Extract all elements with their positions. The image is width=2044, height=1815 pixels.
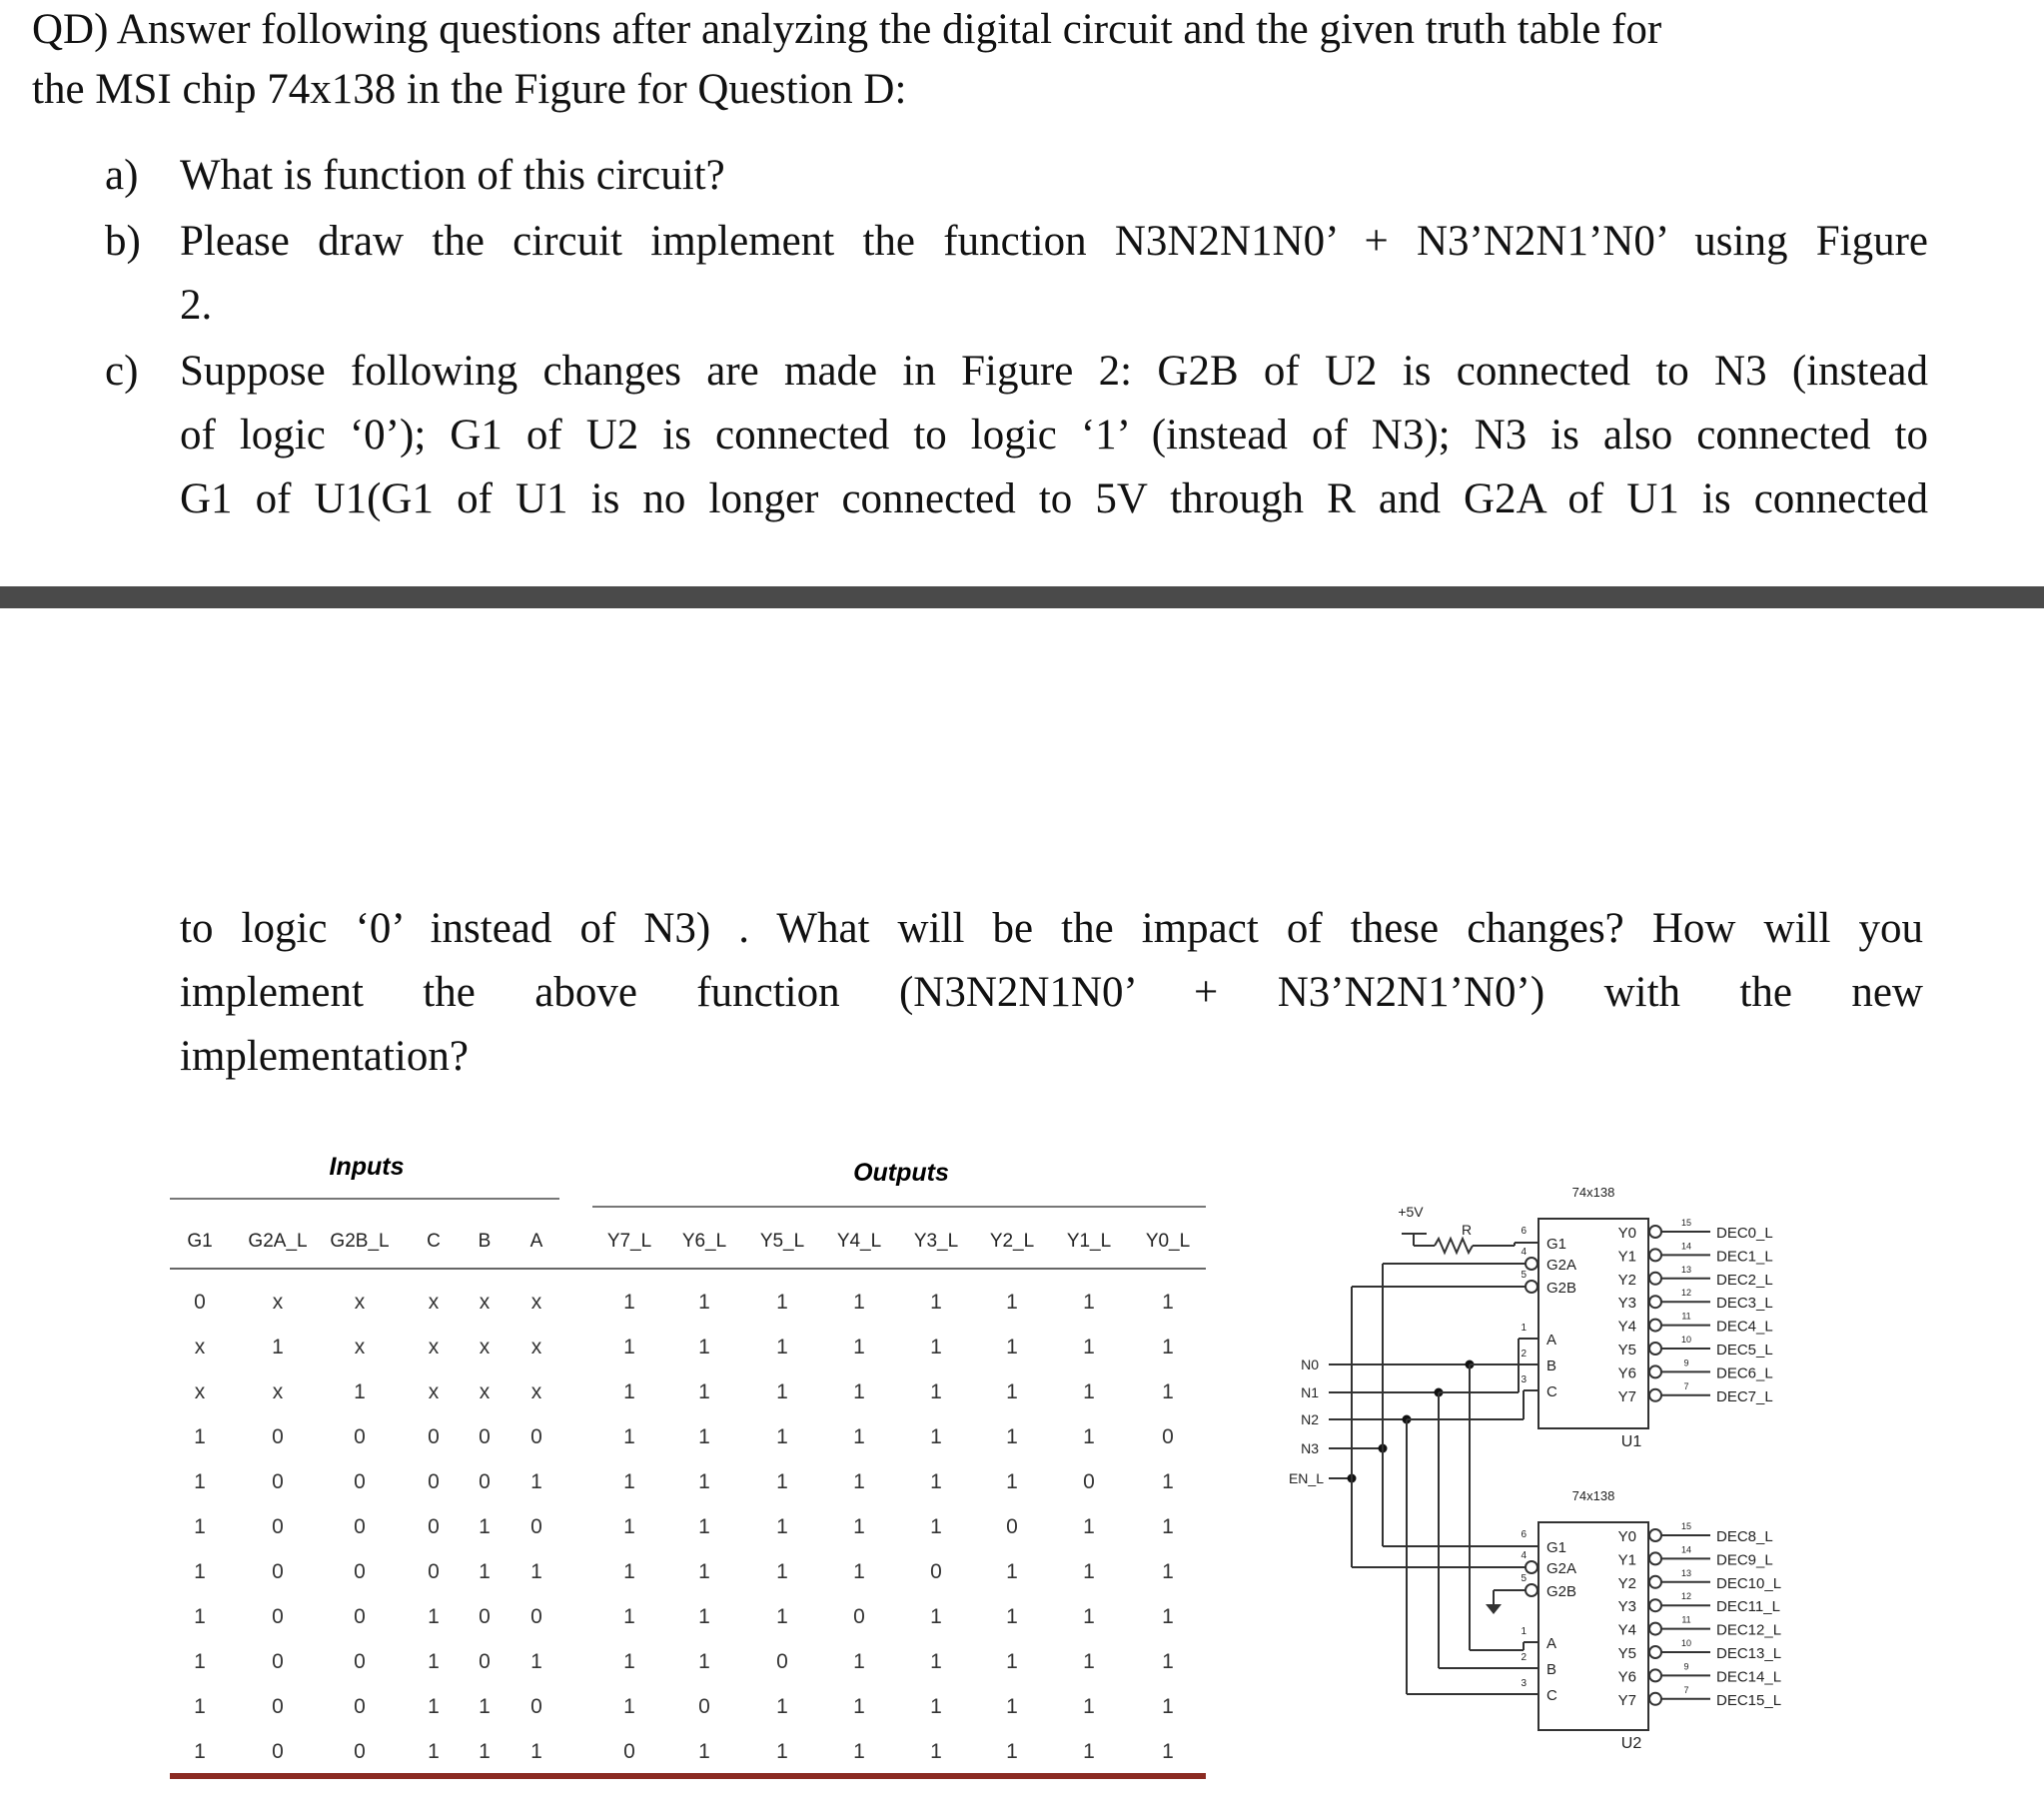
pin-number: 5 (1521, 1573, 1527, 1584)
pin-number: 10 (1680, 1335, 1692, 1345)
table-cell: x (530, 1291, 542, 1314)
inversion-bubble (1649, 1249, 1661, 1261)
table-cell: 0 (272, 1425, 284, 1448)
pin-number: 13 (1680, 1264, 1692, 1275)
inversion-bubble (1649, 1693, 1661, 1705)
pin-number: 11 (1681, 1614, 1691, 1625)
select-pin-label: B (1546, 1358, 1557, 1374)
table-cell: 1 (930, 1470, 942, 1493)
table-cell: 1 (698, 1470, 710, 1493)
table-cell: 0 (354, 1470, 366, 1493)
table-cell: 1 (698, 1740, 710, 1763)
table-cell: 1 (1162, 1740, 1174, 1763)
pin-number: 14 (1680, 1544, 1692, 1555)
pin-number: 2 (1521, 1349, 1527, 1360)
table-cell: 1 (930, 1291, 942, 1314)
inversion-bubble (1526, 1281, 1537, 1293)
pin-number: 2 (1521, 1652, 1527, 1663)
enable-pin-label: G1 (1546, 1539, 1567, 1556)
inversion-bubble (1526, 1258, 1537, 1270)
continuation-line: to logic ‘0’ instead of N3) . What will be the impact of these changes? How will you (180, 905, 1923, 952)
output-signal-label: DEC15_L (1716, 1691, 1782, 1709)
part-c-line: of logic ‘0’); G1 of U2 is connected to logic ‘1’ (instead of N3); N3 is also connected to (180, 412, 1928, 458)
part-a-line: What is function of this circuit? (180, 152, 725, 199)
table-cell: 1 (1006, 1425, 1018, 1448)
table-cell: 1 (530, 1470, 542, 1493)
table-cell: 1 (479, 1560, 491, 1583)
inversion-bubble (1649, 1273, 1661, 1285)
inversion-bubble (1649, 1599, 1661, 1611)
table-cell: 0 (272, 1470, 284, 1493)
table-cell: x (428, 1380, 440, 1403)
column-header: Y3_L (913, 1231, 959, 1252)
table-cell: 0 (272, 1695, 284, 1718)
pin-number: 6 (1521, 1226, 1527, 1237)
table-cell: 0 (479, 1470, 491, 1493)
inversion-bubble (1526, 1561, 1537, 1573)
table-cell: 0 (698, 1695, 710, 1718)
table-cell: 1 (623, 1380, 635, 1403)
table-cell: 1 (479, 1740, 491, 1763)
table-cell: 0 (1006, 1515, 1018, 1538)
table-cell: 0 (623, 1740, 635, 1763)
pin-number: 9 (1683, 1358, 1689, 1368)
table-cell: 1 (776, 1695, 788, 1718)
table-cell: 1 (428, 1650, 440, 1673)
table-cell: 1 (623, 1695, 635, 1718)
table-cell: 1 (1162, 1695, 1174, 1718)
table-cell: x (272, 1380, 284, 1403)
output-pin-label: Y7 (1617, 1387, 1636, 1405)
pin-number: 15 (1680, 1218, 1692, 1228)
table-cell: x (428, 1336, 440, 1359)
table-cell: 0 (428, 1425, 440, 1448)
table-cell: 1 (428, 1605, 440, 1628)
pin-number: 11 (1681, 1311, 1691, 1322)
table-cell: 1 (776, 1291, 788, 1314)
table-cell: 0 (479, 1650, 491, 1673)
column-header: B (478, 1231, 492, 1252)
pin-number: 3 (1521, 1678, 1527, 1689)
table-cell: 1 (623, 1291, 635, 1314)
inputs-title: Inputs (329, 1153, 405, 1181)
table-cell: 1 (853, 1291, 865, 1314)
table-cell: 1 (853, 1740, 865, 1763)
table-cell: 1 (853, 1380, 865, 1403)
table-cell: 1 (930, 1740, 942, 1763)
table-cell: 1 (1162, 1336, 1174, 1359)
table-cell: 1 (623, 1425, 635, 1448)
table-cell: 1 (853, 1560, 865, 1583)
table-cell: 0 (354, 1650, 366, 1673)
table-cell: 1 (194, 1470, 206, 1493)
output-signal-label: DEC9_L (1716, 1551, 1773, 1569)
part-c-line: G1 of U1(G1 of U1 is no longer connected to 5V through R and G2A of U1 is connected (180, 475, 1928, 522)
table-cell: 1 (1006, 1560, 1018, 1583)
pin-number: 12 (1680, 1288, 1692, 1299)
table-cell: 1 (1006, 1740, 1018, 1763)
resistor (1435, 1239, 1473, 1253)
pin-number: 4 (1521, 1247, 1527, 1258)
continuation-line: implement the above function (N3N2N1N0’ + N3’N2N1’N0’) with the new (180, 969, 1923, 1016)
table-cell: 1 (698, 1425, 710, 1448)
chip-type-label: 74x138 (1571, 1185, 1615, 1200)
table-cell: 1 (428, 1695, 440, 1718)
output-signal-label: DEC6_L (1716, 1364, 1773, 1382)
inversion-bubble (1649, 1389, 1661, 1401)
table-cell: 0 (530, 1425, 542, 1448)
table-cell: 1 (698, 1380, 710, 1403)
table-cell: 1 (623, 1650, 635, 1673)
output-pin-label: Y5 (1617, 1645, 1636, 1662)
column-header: Y1_L (1066, 1231, 1112, 1252)
enable-pin-label: G1 (1546, 1236, 1567, 1253)
table-cell: 0 (530, 1695, 542, 1718)
enable-pin-label: G2B (1546, 1280, 1577, 1297)
inversion-bubble (1649, 1343, 1661, 1355)
column-header: Y0_L (1145, 1231, 1191, 1252)
pin-number: 13 (1680, 1567, 1692, 1578)
pin-number: 12 (1680, 1591, 1692, 1602)
inversion-bubble (1649, 1320, 1661, 1332)
table-cell: 1 (1083, 1650, 1095, 1673)
table-cell: 0 (479, 1425, 491, 1448)
table-cell: 1 (194, 1605, 206, 1628)
table-cell: 1 (1083, 1515, 1095, 1538)
table-cell: 1 (1162, 1291, 1174, 1314)
table-cell: 0 (272, 1650, 284, 1673)
input-signal-label: N0 (1301, 1357, 1319, 1372)
output-signal-label: DEC1_L (1716, 1248, 1773, 1266)
output-pin-label: Y5 (1617, 1342, 1636, 1359)
table-cell: 1 (428, 1740, 440, 1763)
table-cell: 1 (698, 1291, 710, 1314)
table-cell: 0 (1083, 1470, 1095, 1493)
table-cell: 0 (354, 1695, 366, 1718)
table-cell: 1 (194, 1650, 206, 1673)
output-signal-label: DEC0_L (1716, 1225, 1773, 1242)
part-b-line: 2. (180, 282, 213, 329)
table-cell: 1 (853, 1515, 865, 1538)
table-cell: 1 (776, 1470, 788, 1493)
output-signal-label: DEC10_L (1716, 1574, 1782, 1592)
pin-number: 1 (1521, 1626, 1527, 1637)
inversion-bubble (1649, 1552, 1661, 1564)
table-cell: 1 (1162, 1470, 1174, 1493)
table-cell: 1 (1006, 1650, 1018, 1673)
table-cell: x (428, 1291, 440, 1314)
table-cell: 1 (623, 1605, 635, 1628)
table-cell: x (479, 1336, 491, 1359)
table-cell: 1 (776, 1605, 788, 1628)
table-cell: 1 (1083, 1291, 1095, 1314)
pin-number: 6 (1521, 1529, 1527, 1540)
pin-number: 4 (1521, 1550, 1527, 1561)
inversion-bubble (1649, 1623, 1661, 1635)
column-header: Y6_L (681, 1231, 727, 1252)
table-cell: 1 (194, 1425, 206, 1448)
output-pin-label: Y2 (1617, 1271, 1636, 1289)
part-b-line: Please draw the circuit implement the function N3N2N1N0’ + N3’N2N1’N0’ using Figure (180, 218, 1928, 265)
ground-symbol (1486, 1604, 1502, 1614)
table-cell: 1 (1006, 1291, 1018, 1314)
output-pin-label: Y2 (1617, 1574, 1636, 1592)
table-cell: 1 (1083, 1336, 1095, 1359)
outputs-title: Outputs (853, 1159, 949, 1187)
table-cell: 1 (698, 1336, 710, 1359)
table-cell: 1 (354, 1380, 366, 1403)
inversion-bubble (1649, 1576, 1661, 1588)
table-cell: x (194, 1380, 206, 1403)
enable-pin-label: G2A (1546, 1560, 1577, 1577)
output-signal-label: DEC13_L (1716, 1645, 1782, 1662)
table-cell: 1 (698, 1515, 710, 1538)
column-header: G2A_L (248, 1231, 308, 1252)
table-cell: x (479, 1380, 491, 1403)
input-signal-label: EN_L (1288, 1470, 1324, 1486)
table-cell: 1 (1006, 1695, 1018, 1718)
table-cell: 1 (853, 1695, 865, 1718)
column-header: C (427, 1231, 441, 1252)
question-part-a (105, 144, 725, 208)
heading-line-2: the MSI chip 74x138 in the Figure for Question D: (32, 66, 907, 113)
chip-ref-label: U1 (1620, 1433, 1642, 1450)
table-cell: 1 (1083, 1560, 1095, 1583)
table-cell: 1 (776, 1380, 788, 1403)
output-pin-label: Y3 (1617, 1295, 1636, 1313)
inversion-bubble (1649, 1296, 1661, 1308)
question-part-b (105, 210, 1928, 329)
table-cell: 0 (272, 1605, 284, 1628)
table-cell: x (354, 1291, 366, 1314)
output-pin-label: Y4 (1617, 1621, 1636, 1639)
column-header: G1 (187, 1231, 213, 1252)
enable-pin-label: G2A (1546, 1257, 1577, 1274)
output-pin-label: Y1 (1617, 1551, 1636, 1569)
table-cell: 1 (930, 1695, 942, 1718)
table-cell: 1 (853, 1336, 865, 1359)
table-cell: 1 (623, 1336, 635, 1359)
table-cell: 1 (930, 1336, 942, 1359)
chip-ref-label: U2 (1620, 1735, 1642, 1752)
pin-number: 9 (1683, 1661, 1689, 1672)
table-cell: 1 (1083, 1605, 1095, 1628)
table-cell: 1 (1162, 1650, 1174, 1673)
table-cell: 1 (272, 1336, 284, 1359)
resistor-label: R (1461, 1222, 1473, 1238)
chip-type-label: 74x138 (1571, 1488, 1615, 1503)
question-part-c-continued (180, 897, 1923, 1089)
output-pin-label: Y0 (1617, 1225, 1636, 1242)
table-cell: 1 (194, 1515, 206, 1538)
table-cell: x (354, 1336, 366, 1359)
table-cell: 1 (530, 1560, 542, 1583)
table-cell: 1 (853, 1425, 865, 1448)
table-cell: 1 (623, 1515, 635, 1538)
table-cell: 0 (853, 1605, 865, 1628)
output-signal-label: DEC14_L (1716, 1668, 1782, 1686)
pin-number: 7 (1683, 1684, 1689, 1695)
table-cell: 1 (1083, 1380, 1095, 1403)
table-cell: 0 (354, 1560, 366, 1583)
table-cell: 1 (479, 1515, 491, 1538)
decoder-circuit (1289, 1185, 1781, 1752)
pin-number: 10 (1680, 1638, 1692, 1648)
pin-number: 15 (1680, 1521, 1692, 1531)
output-pin-label: Y3 (1617, 1598, 1636, 1616)
part-c-label: c) (105, 348, 139, 395)
column-header: G2B_L (330, 1231, 390, 1252)
table-cell: 1 (776, 1336, 788, 1359)
output-signal-label: DEC4_L (1716, 1318, 1773, 1336)
pin-number: 1 (1521, 1323, 1527, 1334)
table-cell: 0 (272, 1515, 284, 1538)
enable-pin-label: G2B (1546, 1583, 1577, 1600)
table-cell: x (530, 1380, 542, 1403)
table-cell: 1 (194, 1695, 206, 1718)
table-cell: 1 (1083, 1425, 1095, 1448)
table-cell: 0 (530, 1515, 542, 1538)
column-header: Y7_L (606, 1231, 652, 1252)
pin-number: 3 (1521, 1374, 1527, 1385)
table-cell: 1 (530, 1740, 542, 1763)
inversion-bubble (1649, 1529, 1661, 1541)
figure (0, 1139, 2044, 1815)
output-signal-label: DEC3_L (1716, 1295, 1773, 1313)
input-signal-label: N1 (1301, 1384, 1319, 1400)
column-header: Y5_L (759, 1231, 805, 1252)
heading-line-1: QD) Answer following questions after analyzing the digital circuit and the given truth table for (32, 6, 1662, 53)
table-cell: 0 (479, 1605, 491, 1628)
table-cell: 0 (428, 1515, 440, 1538)
output-signal-label: DEC8_L (1716, 1528, 1773, 1545)
table-cell: x (479, 1291, 491, 1314)
question-heading (32, 0, 2010, 120)
table-cell: 0 (428, 1470, 440, 1493)
table-cell: 1 (930, 1650, 942, 1673)
output-pin-label: Y1 (1617, 1248, 1636, 1266)
table-cell: 0 (428, 1560, 440, 1583)
table-cell: 1 (1006, 1336, 1018, 1359)
input-signal-label: N2 (1301, 1411, 1319, 1427)
table-cell: 0 (272, 1740, 284, 1763)
table-cell: x (530, 1336, 542, 1359)
column-header: Y2_L (989, 1231, 1035, 1252)
select-pin-label: C (1546, 1383, 1557, 1400)
continuation-line: implementation? (180, 1033, 469, 1080)
output-signal-label: DEC12_L (1716, 1621, 1782, 1639)
table-cell: 1 (1083, 1695, 1095, 1718)
table-cell: 1 (1162, 1560, 1174, 1583)
table-cell: 1 (698, 1650, 710, 1673)
table-cell: 0 (930, 1560, 942, 1583)
table-cell: 0 (354, 1740, 366, 1763)
table-cell: 1 (698, 1560, 710, 1583)
output-signal-label: DEC11_L (1716, 1598, 1780, 1616)
table-cell: 1 (776, 1740, 788, 1763)
table-cell: 0 (354, 1605, 366, 1628)
table-cell: 0 (1162, 1425, 1174, 1448)
table-cell: x (194, 1336, 206, 1359)
table-cell: 1 (853, 1470, 865, 1493)
output-pin-label: Y7 (1617, 1691, 1636, 1709)
table-cell: 0 (272, 1560, 284, 1583)
table-cell: 1 (930, 1425, 942, 1448)
inversion-bubble (1649, 1669, 1661, 1681)
output-signal-label: DEC5_L (1716, 1342, 1773, 1359)
table-cell: 1 (194, 1560, 206, 1583)
inversion-bubble (1649, 1365, 1661, 1377)
table-cell: 1 (623, 1470, 635, 1493)
table-cell: 1 (930, 1515, 942, 1538)
table-cell: 1 (1006, 1605, 1018, 1628)
table-cell: 1 (853, 1650, 865, 1673)
part-c-line: Suppose following changes are made in Figure 2: G2B of U2 is connected to N3 (instead (180, 348, 1928, 395)
inversion-bubble (1649, 1226, 1661, 1238)
table-cell: 1 (1162, 1380, 1174, 1403)
table-cell: 0 (776, 1650, 788, 1673)
select-pin-label: A (1546, 1332, 1557, 1349)
table-cell: 0 (194, 1291, 206, 1314)
output-pin-label: Y6 (1617, 1668, 1636, 1686)
table-cell: 1 (930, 1605, 942, 1628)
question-part-c (105, 340, 1928, 522)
output-signal-label: DEC7_L (1716, 1387, 1773, 1405)
table-cell: 1 (530, 1650, 542, 1673)
select-pin-label: C (1546, 1687, 1557, 1704)
table-cell: 1 (1083, 1740, 1095, 1763)
inversion-bubble (1526, 1584, 1537, 1596)
column-header: Y4_L (836, 1231, 882, 1252)
table-cell: 0 (354, 1425, 366, 1448)
select-pin-label: A (1546, 1635, 1557, 1652)
inversion-bubble (1649, 1646, 1661, 1658)
pin-number: 7 (1683, 1380, 1689, 1391)
supply-label: +5V (1398, 1204, 1424, 1220)
input-signal-label: N3 (1301, 1440, 1319, 1456)
table-cell: 0 (530, 1605, 542, 1628)
output-pin-label: Y4 (1617, 1318, 1636, 1336)
table-cell: 0 (354, 1515, 366, 1538)
table-cell: 1 (1006, 1380, 1018, 1403)
select-pin-label: B (1546, 1661, 1557, 1678)
part-b-label: b) (105, 218, 141, 265)
output-pin-label: Y6 (1617, 1364, 1636, 1382)
table-cell: 1 (776, 1515, 788, 1538)
part-a-label: a) (105, 152, 139, 199)
table-cell: 1 (776, 1560, 788, 1583)
table-cell: 1 (698, 1605, 710, 1628)
table-cell: 1 (1162, 1605, 1174, 1628)
table-cell: 1 (1006, 1470, 1018, 1493)
output-signal-label: DEC2_L (1716, 1271, 1773, 1289)
page-divider (0, 586, 2044, 608)
table-cell: 1 (623, 1560, 635, 1583)
output-pin-label: Y0 (1617, 1528, 1636, 1545)
table-cell: x (272, 1291, 284, 1314)
truth-table (170, 1153, 1206, 1776)
pin-number: 14 (1680, 1241, 1692, 1252)
table-cell: 1 (479, 1695, 491, 1718)
column-header: A (529, 1231, 543, 1252)
table-cell: 1 (930, 1380, 942, 1403)
table-cell: 1 (194, 1740, 206, 1763)
pin-number: 5 (1521, 1270, 1527, 1281)
table-cell: 1 (776, 1425, 788, 1448)
table-cell: 1 (1162, 1515, 1174, 1538)
